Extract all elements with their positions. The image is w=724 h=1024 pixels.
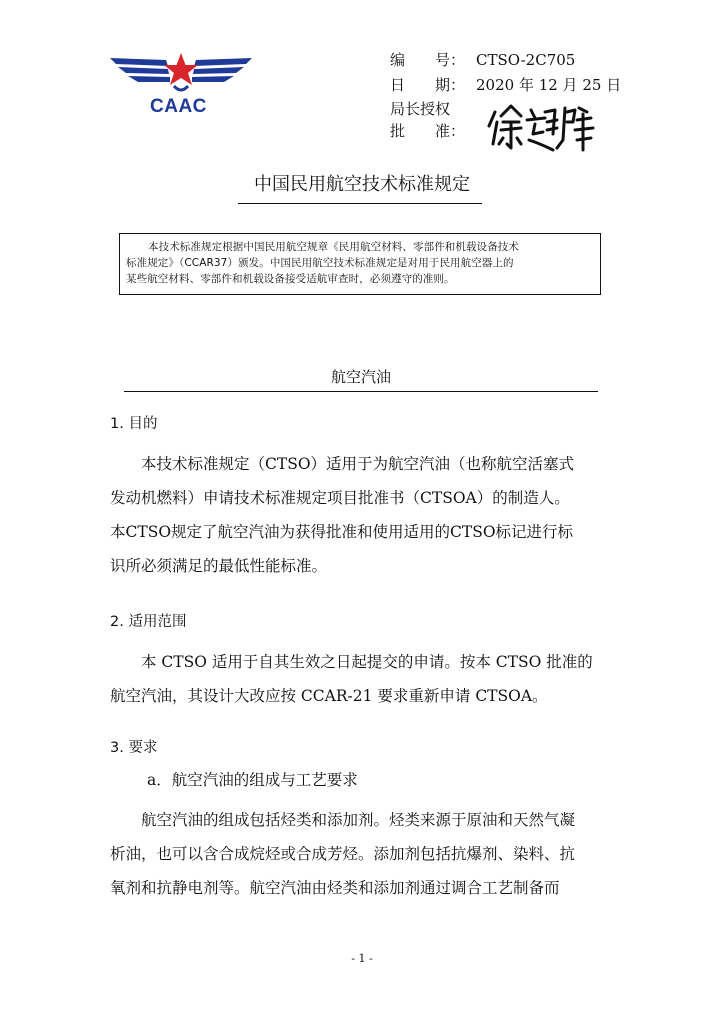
meta-value: CTSO-2C705: [476, 51, 576, 69]
subheading-composition: a．航空汽油的组成与工艺要求: [147, 771, 358, 789]
paragraph-composition: [110, 803, 615, 905]
paragraph-line: 本CTSO规定了航空汽油为获得批准和使用适用的CTSO标记进行标: [110, 523, 574, 541]
notice-line: 某些航空材料、零部件和机载设备接受适航审查时，必须遵守的准则。: [126, 273, 455, 285]
title-underline: [238, 203, 482, 204]
meta-label: 批 准：: [390, 122, 466, 140]
paragraph-line: 本 CTSO 适用于自其生效之日起提交的申请。按本 CTSO 批准的: [110, 653, 593, 671]
paragraph-line: 析油，也可以含合成烷烃或合成芳烃。添加剂包括抗爆剂、染料、抗: [110, 845, 576, 863]
paragraph-scope: [110, 645, 615, 713]
notice-box: [119, 233, 601, 295]
paragraph-line: 氧剂和抗静电剂等。航空汽油由烃类和添加剂通过调合工艺制备而: [110, 879, 560, 897]
meta-label: 局长授权: [390, 100, 451, 118]
meta-date: [390, 74, 621, 96]
caac-wings-star-icon: [108, 52, 254, 96]
paragraph-line: 航空汽油的组成包括烃类和添加剂。烃类来源于原油和天然气凝: [110, 811, 576, 829]
paragraph-line: 识所必须满足的最低性能标准。: [110, 557, 328, 575]
section-underline: [124, 391, 598, 392]
meta-number: [390, 49, 575, 71]
section-title: 航空汽油: [330, 368, 391, 386]
document-title: 中国民用航空技术标准规定: [254, 174, 470, 195]
paragraph-line: 本技术标准规定（CTSO）适用于为航空汽油（也称航空活塞式: [110, 455, 575, 473]
logo-text: CAAC: [150, 96, 207, 117]
meta-label: 编 号：: [390, 51, 466, 69]
page-number: - 1 -: [351, 952, 373, 965]
notice-line: 标准规定》（CCAR37）颁发。中国民用航空技术标准规定是对用于民用航空器上的: [126, 257, 514, 269]
paragraph-line: 航空汽油，其设计大改应按 CCAR-21 要求重新申请 CTSOA。: [110, 687, 548, 705]
meta-authorized: [390, 98, 450, 120]
meta-value: 2020 年 12 月 25 日: [476, 76, 622, 94]
meta-approve: [390, 120, 476, 142]
handwritten-signature: [487, 100, 597, 160]
caac-logo: [108, 52, 254, 120]
notice-line: 本技术标准规定根据中国民用航空规章《民用航空材料、零部件和机载设备技术: [148, 241, 519, 253]
heading-requirements: 3. 要求: [110, 740, 158, 756]
paragraph-purpose: [110, 447, 615, 583]
meta-label: 日 期：: [390, 76, 466, 94]
heading-scope: 2. 适用范围: [110, 614, 187, 630]
paragraph-line: 发动机燃料）申请技术标准规定项目批准书（CTSOA）的制造人。: [110, 489, 570, 507]
heading-purpose: 1. 目的: [110, 416, 158, 432]
